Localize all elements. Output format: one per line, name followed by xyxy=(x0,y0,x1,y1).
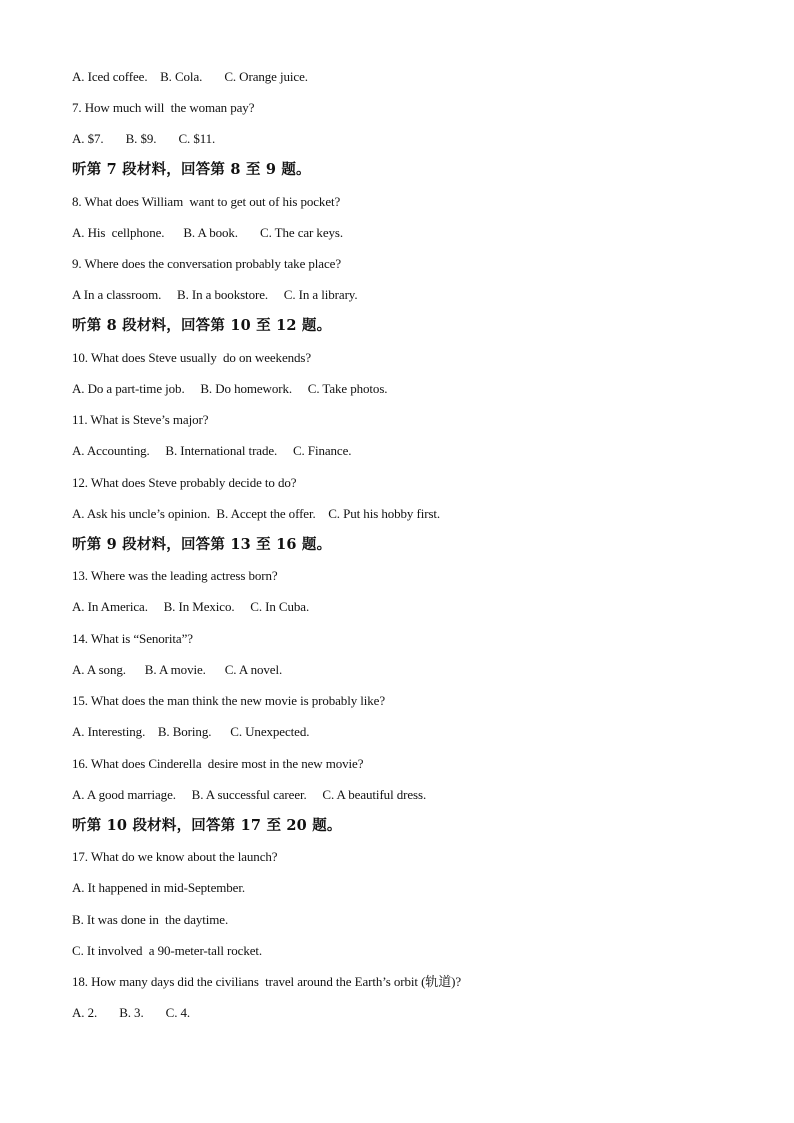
q12-question: 12. What does Steve probably decide to do? xyxy=(72,475,297,490)
q10-question: 10. What does Steve usually do on weekends? xyxy=(72,350,312,365)
q18-options: A. 2. B. 3. C. 4. xyxy=(72,1005,191,1020)
q7-options: A. $7. B. $9. C. $11. xyxy=(72,131,216,146)
section-heading-10: 听第 10 段材料，回答第 17 至 20 题。 xyxy=(72,817,342,834)
q12-options: A. Ask his uncle’s opinion. B. Accept the offer. C. Put his hobby first. xyxy=(72,506,441,521)
q15-question: 15. What does the man think the new movie is probably like? xyxy=(72,693,386,708)
q15-options: A. Interesting. B. Boring. C. Unexpected. xyxy=(72,724,310,739)
section-heading-7: 听第 7 段材料，回答第 8 至 9 题。 xyxy=(72,161,311,178)
q8-question: 8. What does William want to get out of his pocket? xyxy=(72,194,341,209)
q9-options: A In a classroom. B. In a bookstore. C. In a library. xyxy=(72,287,358,302)
q6-options: A. Iced coffee. B. Cola. C. Orange juice. xyxy=(72,69,308,84)
q14-question: 14. What is “Senorita”? xyxy=(72,631,193,646)
q8-options: A. His cellphone. B. A book. C. The car keys. xyxy=(72,225,344,240)
q13-options: A. In America. B. In Mexico. C. In Cuba. xyxy=(72,599,310,614)
q16-question: 16. What does Cinderella desire most in the new movie? xyxy=(72,756,364,771)
q17-question: 17. What do we know about the launch? xyxy=(72,849,278,864)
q13-question: 13. Where was the leading actress born? xyxy=(72,568,278,583)
section-heading-8: 听第 8 段材料，回答第 10 至 12 题。 xyxy=(72,317,332,334)
q11-options: A. Accounting. B. International trade. C. Finance. xyxy=(72,443,352,458)
q11-question: 11. What is Steve’s major? xyxy=(72,412,209,427)
q9-question: 9. Where does the conversation probably take place? xyxy=(72,256,341,271)
q10-options: A. Do a part-time job. B. Do homework. C. Take photos. xyxy=(72,381,388,396)
section-heading-9: 听第 9 段材料，回答第 13 至 16 题。 xyxy=(72,536,332,553)
q7-question: 7. How much will the woman pay? xyxy=(72,100,255,115)
q14-options: A. A song. B. A movie. C. A novel. xyxy=(72,662,283,677)
q17-option-a: A. It happened in mid-September. xyxy=(72,880,245,895)
q17-option-c: C. It involved a 90-meter-tall rocket. xyxy=(72,943,263,958)
q16-options: A. A good marriage. B. A successful career. C. A beautiful dress. xyxy=(72,787,427,802)
q18-question: 18. How many days did the civilians travel around the Earth’s orbit (轨道)? xyxy=(72,974,462,989)
q17-option-b: B. It was done in the daytime. xyxy=(72,912,229,927)
